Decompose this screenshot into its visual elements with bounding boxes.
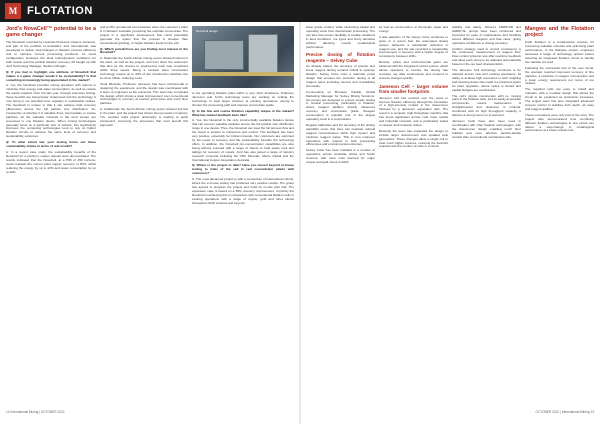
paragraph: to the operating flotation plant within a very short timeframe. Professor Jameson and Jord’s technology team are working on scaling the technology to treat larger volumes at existing operations, aiming to shorten the processing path and improve concentrate grade. [192, 92, 294, 107]
paragraph: The supplied cells are easy to install and maintain, with a modular design that allows the circuit to be expanded as production increases. The project team has also integrated advanced process control to stabilise froth depth, air rates and reagent addition. [525, 87, 594, 111]
question: Q: To what extent has your testing borne out these sustainability claims in terms of real results? [6, 140, 96, 149]
paragraph: Froth flotation is a fundamental process for recovering valuable minerals and optimising plant performance. In the Mangwe project, engineers assessed a range of technology options before selecting an integrated flotation circuit to handle the variable ore feed. [525, 40, 594, 64]
footer-left: 12 International Mining | OCTOBER 2022 [6, 410, 65, 414]
paragraph: Another strategy used to control consistency is the continuous measurement of reagent flow. Flow control systems now offer real-time feedback and allow each pump to be adjusted automatically based on the ore feed characteristics. [452, 46, 521, 67]
paragraph: and an 8% operational cost reduction when the customer’s plant is in Western Australia, producing the sulphide concentrate. The project is a significant development that could potentially generate the option that the process is cheaper than conventional grinding, or higher flotation feeds for the mill. [100, 26, 188, 45]
paragraph: Regular calibration and the accuracy of the dosing capability mean that sites can maintain optimal reagent concentrations within their system and minimise reagent waste. This in turn improves operations with respect to both processing efficiencies and environmental outcomes. [306, 122, 375, 147]
page-gutter [299, 22, 301, 424]
right-col-3 [452, 26, 521, 404]
paragraph: Tesla Minerals, Professor Jameson has been instrumental in designing the equipment, and the design was coordinated with a team of engineers at the university. This team has completed the design, which shows a great improvement over conventional technologies in recovery at coarser grind sizes and much finer particles. [100, 81, 188, 106]
question: Q: If you had to highlight one attribute of NovaCell that makes it a game changer would it be sustainability? Is that something increasingly being appreciated in the market? [6, 69, 96, 82]
paragraph: Following the successful trial of the new circuit, the operator reported improved recovery of fine particles, a reduction in reagent consumption and a lower energy requirement per tonne of ore treated. [525, 65, 594, 86]
article-headline: Jord’s NovaCell™ potential to be a game changer [6, 26, 96, 39]
paragraph: A: Yes, the NovaCell is the only commercially available flotation device that can recover valuable particles across the full particle size distribution range in one device. Thus, the NovaCell can treat the full process flow and the circuit is simpler to implement and control. The feedback has been very positive, especially for critical minerals. Our customers are surprised by the levels of recovery and the sustainability benefits the technology offers. In addition, the NovaCell pre-concentration capabilities are also being actively pursued with a range of clients to treat waste rock and tailings for recovery of metals. Jord has also joined a range of industry research consortia including the CRC Minerals, Metso Global and the International Copper Association Australia. [192, 118, 294, 162]
paragraph: lower grade content, while minimising capital and operating costs from downstream processing. The cell also has proven flexibility to handle variations in feed conditions, ore types and slurry densities without affecting overall metallurgical performance. [306, 26, 375, 49]
equipment-shape [248, 34, 278, 74]
paragraph: A: Yes, the NovaCell provides mining operators with options to minimise their energy and water consumption, as well as reduce the waste material. Over the last year, through extensive testing, these benefits are being better understood and the technology is now being in our potential more regularly in sustainable studies. The NovaCell is unique in that it can achieve high recovery efficiencies across the full particle size distribution. So, irrespective of whether it is valuable fines, intermediate or coarse particles, all the valuable minerals in the feed stream are recovered in one flotation device. When mining technologies generally focus on a particular size of particle, this significantly improves the competing technologies tend to rely on higher flotation circuits to achieve the same level of recovery and sustainability outcomes. [6, 83, 96, 139]
paragraph: As already stated, the accuracy of precise and linear reagent dosing remains critical to optimise flotation. Selvey Cube uses a patented pump design that ensures the precision dosing of all reagent types including viscous and crystallising chemicals. [306, 64, 375, 88]
paragraph: The Jameson Cell technology continues to be adopted across new and existing operations. Its ability to achieve high recoveries in both roughing and cleaning duties has made it a preferred option for plant upgrades, where space is limited and capital budgets are constrained. [452, 68, 521, 92]
right-col-1 [306, 26, 375, 404]
equipment-shape [204, 40, 244, 70]
paragraph: Commenting on Bronwen Castillo, Global Marketing Manager for Selvey Mining Solutions: the pumps are designed to ensure steady dosing in mineral processing, particularly in flotation, where reagent addition directly influences recovery and concentrate grade. Reagent consumption is typically one of the largest operating costs in a concentrator. [306, 89, 375, 122]
question: Q: Where is the project to date? Have you moved beyond in-house testing to trials of the cell in real concentrator plants with customers? [192, 163, 294, 176]
left-page [6, 26, 294, 406]
pipe-shape [192, 72, 294, 76]
paragraph: Results, safety and environmental gains are achieved with the integrated control system, which allows operators to monitor the dosing rate remotely, log data continuously and respond to process changes quickly. [379, 60, 448, 80]
right-col-4 [525, 26, 594, 404]
paragraph: Jameson Cells have also been used in combination with other flotation technologies, with the downcomer design enabling much finer bubbles and more effective particle-bubble contact than conventional mechanical cells. [452, 118, 521, 139]
right-col-2 [379, 26, 448, 404]
paragraph: The NovaCell, invented by Laureate Professor Graeme Jameson, and part of the portfolio of Australia’s Jord International, was developed to deliver step-changes in flotation process efficiency and to optimise current processing problems. Its novel configuration produces the ideal hydrodynamic conditions for both coarse and fine particle flotation recovery. IM caught up with Jord Technology Manager, Stephen Morgan. [6, 40, 96, 68]
paragraph: The cell’s simple construction with no moving parts in the flotation tank, and its easily accessible components, means maintenance is straightforward and downtime is minimal. Combined with its high throughput capacity, it delivers a strong return on investment. [452, 93, 521, 118]
paragraph: Selvey Cube has been installed in a number of operations across Australia, Africa and South America, with more units planned for major copper and gold mines in 2023. [306, 148, 375, 165]
paragraph: A: Additionally the South African mining sector showed interest in the plant, and the project has shown strong results in industry. The modular build project philosophy is leading to quick turnaround, improving the processes that most benefit this approach. [100, 107, 188, 127]
paragraph: stability and safety, Selvey’s ADRIP-8D and ADRIP-SL pumps have been reinforced and improved for ease of maintenance and flexibility across different reagents and flow rates, giving operators confidence in dosing accuracy. [452, 26, 521, 45]
header-bar [0, 0, 600, 22]
footer-right: OCTOBER 2022 | International Mining 13 [535, 410, 594, 414]
left-col-3 [192, 92, 294, 404]
paragraph: These innovations were only part of the story. The project also demonstrated how combining different flotation technologies in one circuit can deliver a step-change in metallurgical performance at a lower overall cost. [525, 112, 594, 133]
right-page [306, 26, 594, 406]
photo-caption: NovaCell design [196, 29, 218, 33]
question: Q: Which jurisdictions are you finding most interest in the NovaCell? [100, 46, 188, 55]
paragraph: Recently the team has expanded the design to include larger downcomers and updated tank geometries. These changes allow a single cell to treat much higher volumes, reducing the footprint required and the number of units in a circuit. [379, 128, 448, 149]
paragraph: as well as consumption of chemicals, water and energy. [379, 26, 448, 33]
left-col-2 [100, 26, 188, 404]
left-col-1 [6, 26, 96, 404]
section-title: FLOTATION [27, 5, 93, 17]
paragraph: It was adoption of the Selvey Cube continues to grow. In a recent trial, the automated dosing system delivered a substantial reduction in reagent use, and the site recorded a measurable improvement in recovery with a higher degree of consistency between shifts. [379, 34, 448, 59]
paragraph: Jameson Cell has evolved over the years to improve flotation efficiency through the innovation of a high-intensity contact in the downcomer followed by a quiescent separation tank. The result is a compact, high-throughput machine that has found application across coal, base metals and industrial minerals, and is particularly suited to cleaner and recleaner duties. [379, 95, 448, 127]
question: Q: In the fine and coarse flotation capability unique in the market? What has market feedback been like? [192, 108, 294, 117]
paragraph: A: The most advanced project is with a consortium of international clients, where the in-house testing has produced very positive results. The group has agreed to progress the project and build an on-site pilot trial. The expansion case is based on a 50% recovery improvement. Currently the NovaCell is achieving this in comparison with conventional flotation cells in existing operations with a range of copper, gold and other clients throughout North America and beyond. [192, 177, 294, 205]
novacell-photo [192, 26, 294, 88]
magazine-logo-icon: M [5, 3, 21, 19]
paragraph: A: In a recent case study, the sustainability benefits of the NovaCell for a porphyry copper deposit were demonstrated. The results indicated that the NovaCell, at a P80 of 450 microns, could maintain the current plant copper recovery of 90%, whilst reducing the energy by up to 12% and water consumption by up to 20%. [6, 149, 96, 174]
sidebar-headline: Mangwe and the Flotation project [525, 26, 594, 39]
subheading: Precise dosing of flotation reagents – Selvey Cube [306, 52, 375, 63]
paragraph: A: Nationally the South African mining sector showed interest in the plant, as well as the project, and from there the customers that also be the chance to engineering work was completed within three weeks. Being a modular plant construction technology means up to 40% of site construction activities can be done offsite, reducing costs. [100, 56, 188, 80]
subheading: Jameson Cell – larger volume from smaller footprints [379, 83, 448, 95]
